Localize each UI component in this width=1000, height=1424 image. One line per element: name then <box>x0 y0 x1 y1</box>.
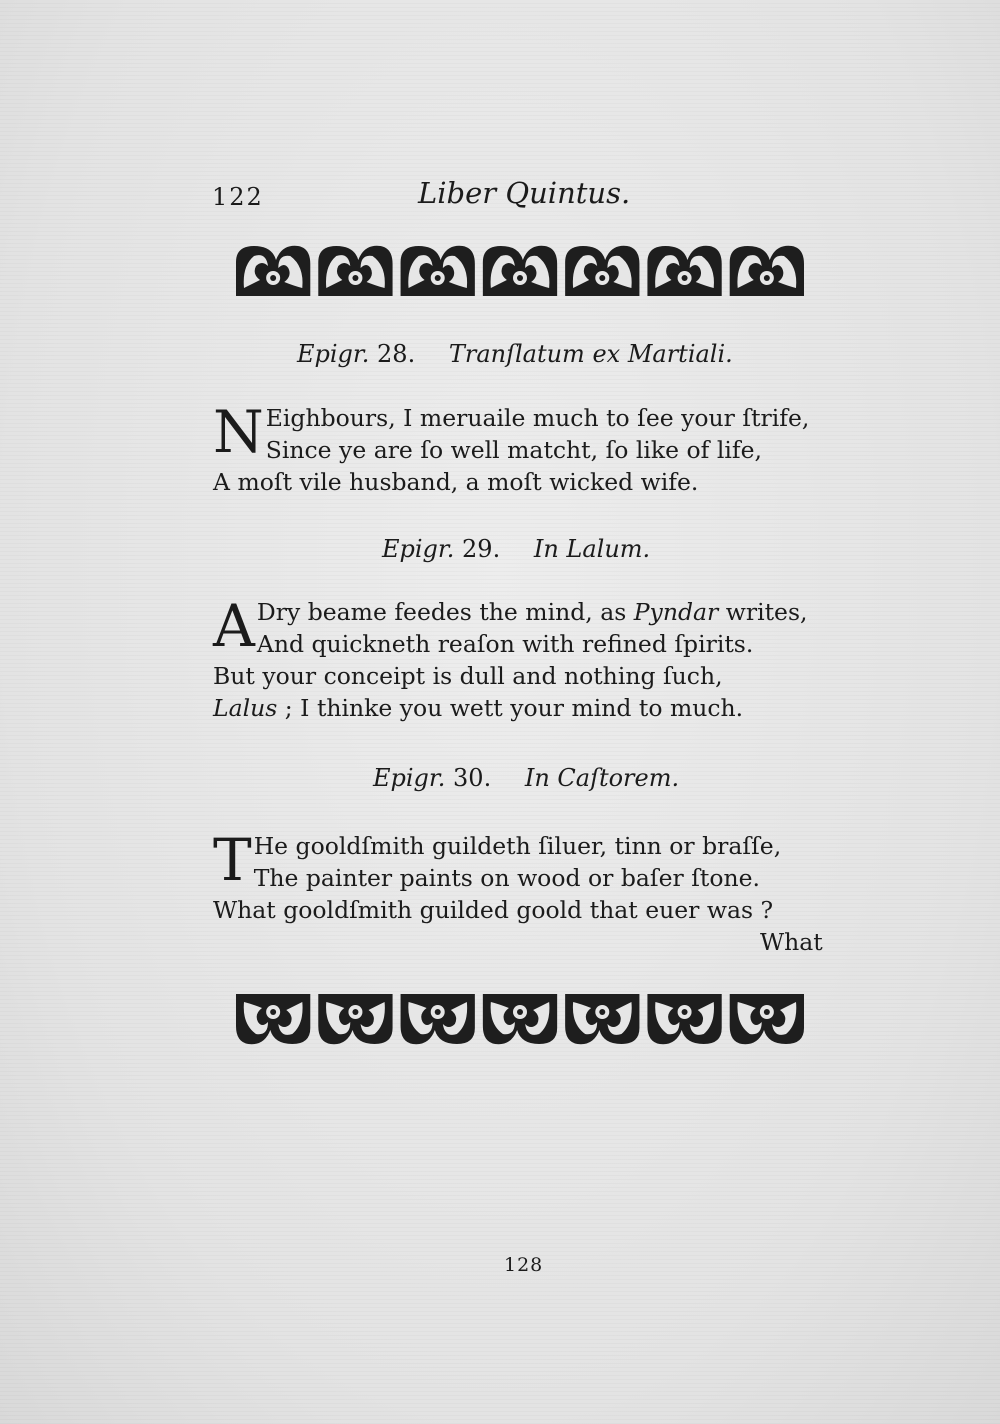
epigram-number: 28. <box>377 340 416 368</box>
verse-line: But your conceipt is dull and nothing ſuch, <box>213 662 723 690</box>
verse-line: The painter paints on wood or baſer ſtone. <box>253 864 761 892</box>
bottom-ornament-border <box>232 990 808 1050</box>
ornament-tile <box>565 994 639 1044</box>
verse-line: Eighbours, I meruaile much to ſee your ſtrife, <box>265 404 810 432</box>
catchword: What <box>760 928 823 956</box>
verse-line: A moſt vile husband, a moſt wicked wife. <box>213 468 699 496</box>
verse-line: Since ye are ſo well matcht, ſo like of life, <box>265 436 762 464</box>
verse-line: Lalus ; I thinke you wett your mind to much. <box>213 694 744 722</box>
epigram-title: In Lalum. <box>533 535 651 563</box>
ornament-tile <box>236 246 310 296</box>
ornament-tile <box>730 246 804 296</box>
epigram-label: Epigr. <box>373 764 446 792</box>
epigram-29-verse <box>213 592 833 724</box>
ornament-tile <box>401 246 475 296</box>
epigram-30-heading <box>373 764 679 792</box>
epigram-29-heading <box>382 535 650 563</box>
ornament-tile <box>483 994 557 1044</box>
epigram-title: In Caſtorem. <box>524 764 680 792</box>
epigram-28-heading <box>297 340 733 368</box>
ornament-tile <box>730 994 804 1044</box>
epigram-30-verse <box>213 826 833 926</box>
drop-cap: A <box>213 592 255 660</box>
drop-cap: N <box>213 398 264 466</box>
verse-line: What gooldſmith guilded goold that euer was ? <box>213 896 774 924</box>
epigram-title: Tranſlatum ex Martiali. <box>448 340 733 368</box>
drop-cap: T <box>213 826 252 894</box>
verse-line: He gooldſmith guildeth ſiluer, tinn or braſſe, <box>253 832 782 860</box>
verse-line: And quickneth reaſon with refined ſpirits. <box>256 630 754 658</box>
ornament-tile <box>318 246 392 296</box>
ornament-tile <box>647 246 721 296</box>
ornament-tile <box>236 994 310 1044</box>
epigram-number: 29. <box>462 535 501 563</box>
ornament-tile <box>483 246 557 296</box>
epigram-label: Epigr. <box>297 340 370 368</box>
ornament-tile <box>401 994 475 1044</box>
epigram-label: Epigr. <box>382 535 455 563</box>
verse-line: Dry beame feedes the mind, as Pyndar writes, <box>256 598 808 626</box>
folio-number: 122 <box>212 183 264 211</box>
ornament-tile <box>318 994 392 1044</box>
top-ornament-border <box>232 240 808 300</box>
author-name: Pyndar <box>633 598 719 626</box>
running-title: Liber Quintus. <box>418 176 631 210</box>
ornament-tile <box>565 246 639 296</box>
epigram-28-verse <box>213 398 833 498</box>
ornament-tile <box>647 994 721 1044</box>
addressee-name: Lalus <box>213 694 278 722</box>
epigram-number: 30. <box>453 764 492 792</box>
page-number: 128 <box>504 1254 544 1276</box>
